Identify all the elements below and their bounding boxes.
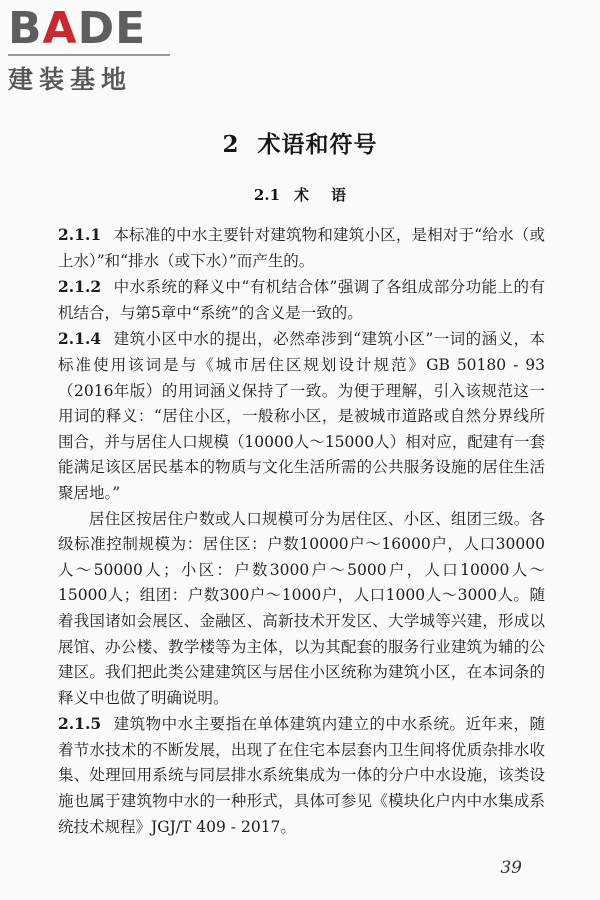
logo-letter-a: A — [42, 3, 78, 54]
page-number: 39 — [500, 858, 522, 878]
clause-text: 建筑物中水主要指在单体建筑内建立的中水系统。近年来，随着节水技术的不断发展，出现了在住宅本层套内卫生间将优质杂排水收集、处理回用系统与同层排水系统集成为一体的分户中水设施，该类设施也属于建筑物中水的一种形式，具体可参见《模块化户内中水集成系统技术规程》JGJ/T 409 - 2017。 — [58, 715, 545, 836]
section-number: 2.1 — [253, 186, 281, 204]
chapter-number: 2 — [222, 131, 240, 158]
section-heading — [0, 184, 600, 205]
clause-text: 中水系统的释义中“有机结合体”强调了各组成部分功能上的有机结合，与第5章中“系统”的含义是一致的。 — [58, 278, 545, 322]
clause-2-1-4 — [58, 326, 545, 506]
chapter-heading — [0, 126, 600, 159]
clause-2-1-1 — [58, 222, 545, 274]
clause-2-1-4-extra: 居住区按居住户数或人口规模可分为居住区、小区、组团三级。各级标准控制规模为：居住区：户数10000户～16000户，人口30000人～50000人；小区：户数3000户～5000户，人口10000人～15000人；组团：户数300户～1000户，人口1000人～3000人。随着我国诸如会展区、金融区、高新技术开发区、大学城等兴建，形成以展馆、办公楼、教学楼等为主体，以为其配套的服务行业建筑为辅的公建区。我们把此类公建建筑区与居住小区统称为建筑小区，在本词条的释义中也做了明确说明。 — [58, 509, 545, 707]
logo-letter-b: B — [8, 3, 43, 54]
logo-letters-de: DE — [77, 3, 147, 54]
clause-number: 2.1.4 — [58, 329, 102, 349]
clause-text: 本标准的中水主要针对建筑物和建筑小区，是相对于“给水（或上水）”和“排水（或下水）”而产生的。 — [58, 226, 545, 270]
clause-2-1-2 — [58, 274, 545, 326]
logo — [8, 3, 178, 96]
clause-2-1-5 — [58, 711, 545, 840]
section-title-part1: 术 — [294, 186, 310, 204]
chapter-title: 术语和符号 — [257, 131, 378, 158]
body-text — [58, 222, 545, 840]
clause-number: 2.1.1 — [58, 225, 102, 244]
logo-wordmark — [8, 3, 178, 54]
logo-divider — [8, 54, 170, 56]
clause-text: 建筑小区中水的提出，必然牵涉到“建筑小区”一词的涵义，本标准使用该词是与《城市居住区规划设计规范》GB 50180 - 93（2016年版）的用词涵义保持了一致。为便于理解，引入该规范这一用词的释义：“居住小区，一般称小区，是被城市道路或自然分界线所围合，并与居住人口规模（10000人～15000人）相对应，配建有一套能满足该区居民基本的物质与文化生活所需的公共服务设施的居住生活聚居地。” — [58, 330, 545, 502]
clause-number: 2.1.5 — [58, 714, 102, 734]
logo-chinese-text: 建装基地 — [8, 65, 133, 94]
clause-number: 2.1.2 — [58, 277, 102, 297]
section-title-part2: 语 — [331, 186, 347, 204]
